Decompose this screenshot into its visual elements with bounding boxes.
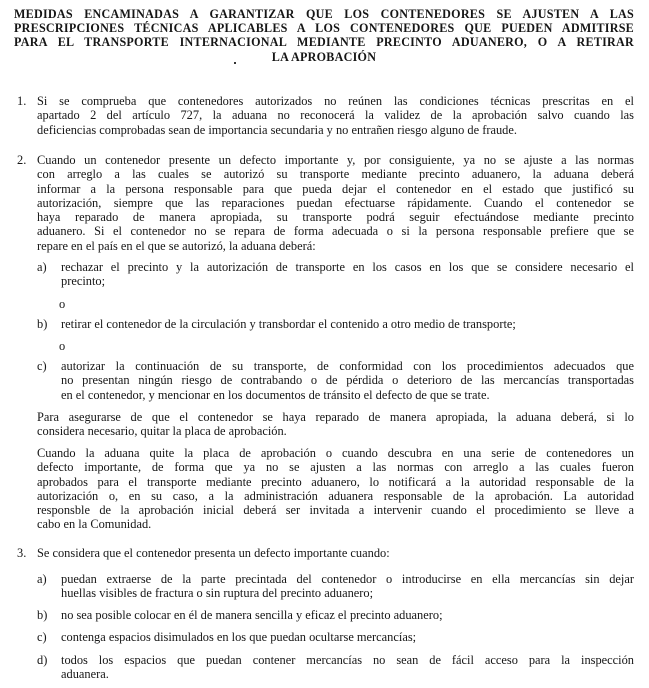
text-line: aduanera. (61, 667, 109, 682)
title-line: LA APROBACIÓN (271, 49, 377, 64)
text-line: en el contenedor, y mencionar en los documentos de tránsito el defecto de que se trate. (61, 387, 490, 402)
subitem-letter: d) (37, 653, 48, 667)
subitem-text (61, 317, 634, 331)
title-line: MEDIDAS ENCAMINADAS A GARANTIZAR QUE LOS CONTENEDORES SE AJUSTEN A LAS (14, 7, 634, 21)
text-line: haya reparado de manera apropiada, su transporte podrá seguir efectuándose mediante precinto (37, 210, 634, 225)
text-line: no presentan ningún riesgo de contrabando o de pérdida o deterioro de las mercancías transportadas (61, 373, 634, 388)
text-line: autorización, siempre que las reparaciones puedan efectuarse rápidamente. Cuando el contenedor se (37, 195, 634, 210)
subitem-letter: c) (37, 359, 47, 373)
text-line: Cuando un contenedor presente un defecto importante y, por consiguiente, ya no se ajuste a las normas (37, 153, 634, 167)
text-line: repare en el país en el que se autorizó, la aduana deberá: (37, 238, 316, 253)
item-1-text (37, 94, 634, 137)
subitem-text (61, 359, 634, 402)
text-line: puedan extraerse de la parte precintada del contenedor o introducirse en ella mercancías sin dejar (61, 572, 634, 586)
subitem-letter: b) (37, 317, 48, 331)
text-line: Si se comprueba que contenedores autorizados no reúnen las condiciones técnicas prescritas en el (37, 94, 634, 108)
subitem-text (61, 572, 634, 601)
or-word: o (59, 297, 66, 311)
text-line: autorizar la continuación de su transporte, de conformidad con los procedimientos adecuados que (61, 359, 634, 373)
subitem-text (61, 630, 634, 644)
text-line: Cuando la aduana quite la placa de aprobación o cuando descubra en una serie de contenedores un (37, 446, 634, 460)
paragraph (37, 446, 634, 532)
text-line: responsble de la aprobación inicial deberá ser invitada a intervenir cuando el procedimiento se lleve a (37, 503, 634, 518)
text-line: todos los espacios que puedan contener mercancías no sean de fácil acceso para la inspección (61, 653, 634, 667)
item-3-text (37, 546, 634, 560)
item-number: 1. (17, 94, 27, 108)
text-line: contenga espacios disimulados en los que puedan ocultarse mercancías; (61, 630, 417, 644)
text-line: defecto importante, de forma que ya no se ajusten a las normas con arreglo a las cuales fueron (37, 460, 634, 475)
subitem-letter: c) (37, 630, 47, 644)
text-line: apartado 2 del artículo 727, la aduana no reconocerá la validez de la aprobación salvo cuando las (37, 108, 634, 123)
subitem-text (61, 653, 634, 682)
title-line: PRESCRIPCIONES TÉCNICAS APLICABLES A LOS CONTENEDORES QUE PUEDEN ADMITIRSE (14, 21, 634, 36)
subitem-text (61, 608, 634, 622)
subitem-letter: a) (37, 260, 47, 274)
item-number: 2. (17, 153, 27, 167)
text-line: deficiencias comprobadas sean de importancia secundaria y no entrañen riesgo alguno de fraude. (37, 122, 517, 137)
text-line: cabo en la Comunidad. (37, 517, 152, 532)
stray-mark (234, 62, 236, 64)
paragraph (37, 410, 634, 439)
subitem-letter: a) (37, 572, 47, 586)
or-word: o (59, 339, 66, 353)
subitem-letter: b) (37, 608, 48, 622)
text-line: huellas visibles de fractura o sin ruptura del precinto aduanero; (61, 586, 374, 601)
title-line: PARA EL TRANSPORTE INTERNACIONAL MEDIANTE PRECINTO ADUANERO, O A RETIRAR (14, 35, 634, 50)
text-line: informar a la persona responsable para que pueda dejar el contenedor en el estado que justificó su (37, 181, 634, 196)
text-line: con arreglo a las cuales se autorizó su transporte mediante precinto aduanero, la aduana deberá (37, 167, 634, 182)
document-title (14, 7, 634, 64)
text-line: aprobados para el transporte mediante precinto aduanero, lo notificará a la autoridad responsable de la (37, 474, 634, 489)
item-number: 3. (17, 546, 27, 560)
text-line: Para asegurarse de que el contenedor se haya reparado de manera apropiada, la aduana deberá, si lo (37, 410, 634, 424)
text-line: Se considera que el contenedor presenta un defecto importante cuando: (37, 546, 390, 560)
text-line: autorización o, en su caso, a la administración aduanera responsable de la aprobación. La autoridad (37, 488, 634, 503)
text-line: rechazar el precinto y la autorización de transporte en los casos en los que se considere necesario el (61, 260, 634, 274)
text-line: considera necesario, quitar la placa de aprobación. (37, 424, 287, 439)
item-2-text (37, 153, 634, 253)
subitem-text (61, 260, 634, 289)
text-line: aduanero. Si el contenedor no se repara de forma adecuada o si la persona responsable prefiere que se (37, 224, 634, 239)
text-line: no sea posible colocar en él de manera sencilla y eficaz el precinto aduanero; (61, 608, 443, 622)
text-line: retirar el contenedor de la circulación y transbordar el contenido a otro medio de transporte; (61, 317, 516, 331)
text-line: precinto; (61, 274, 106, 289)
